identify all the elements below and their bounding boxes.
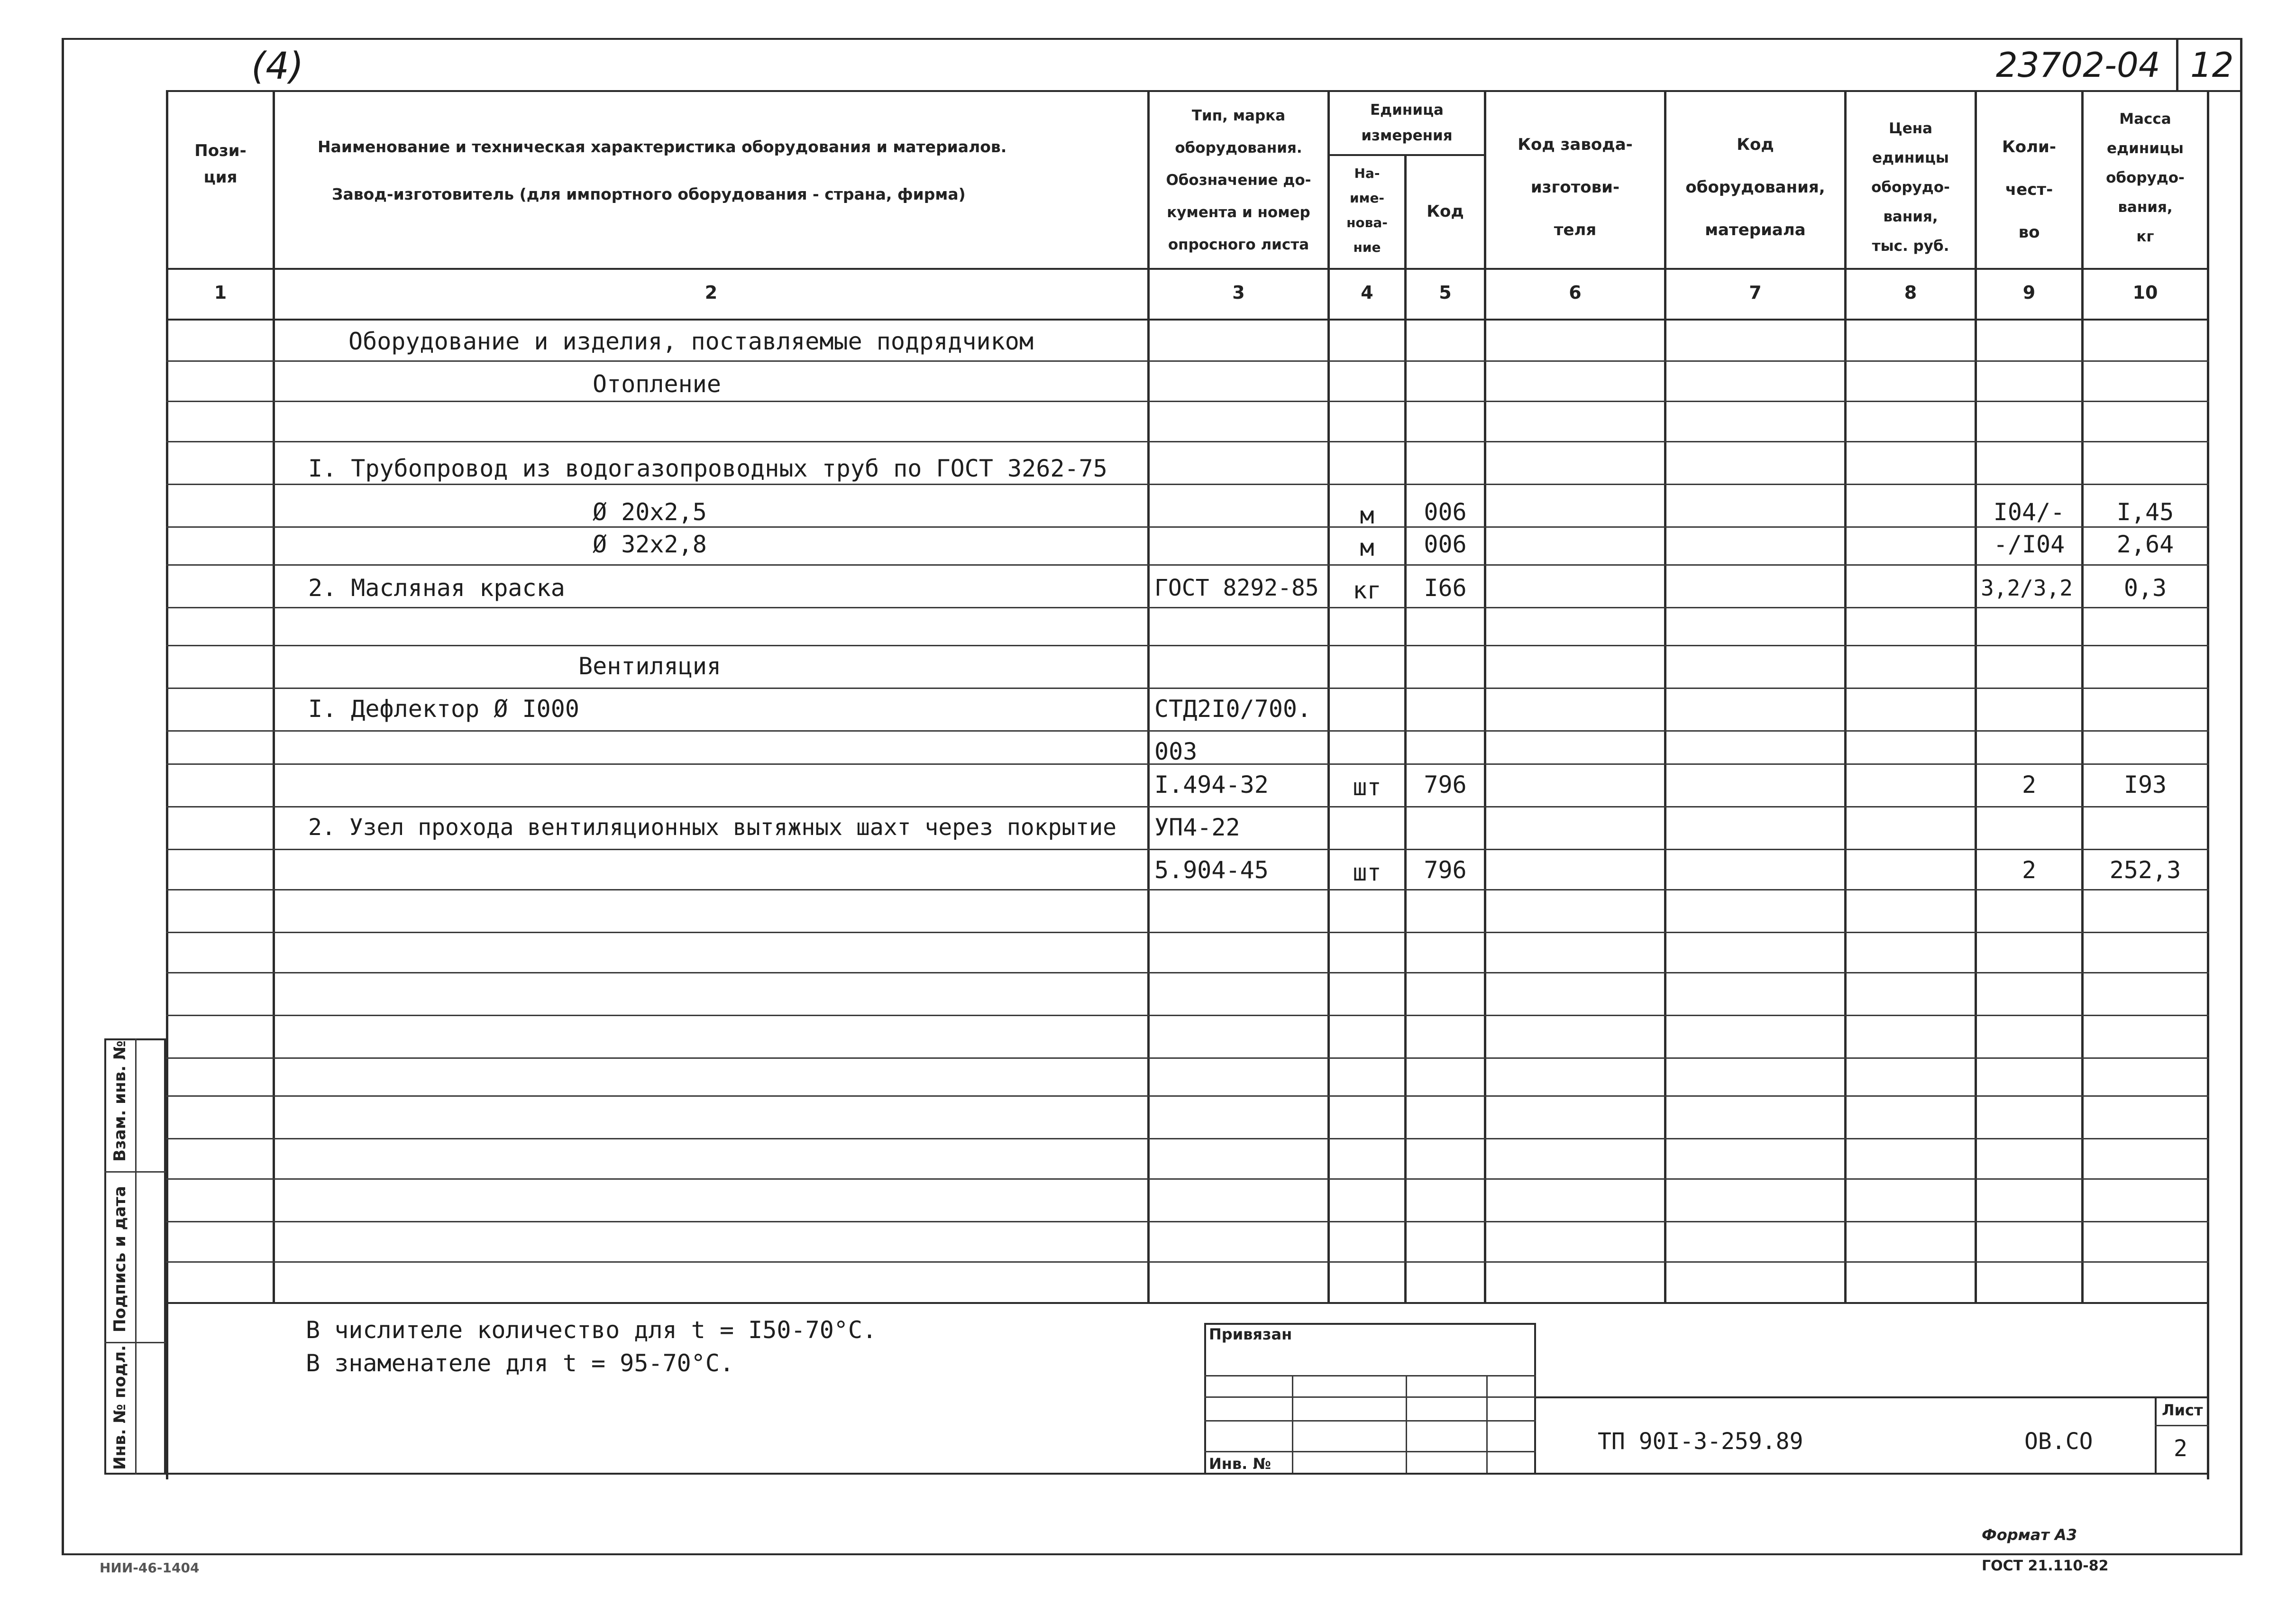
- footer-format: Формат А3: [1982, 1526, 2077, 1544]
- row-9-type: 003: [1154, 738, 1198, 765]
- header-col3: Тип, марка оборудования. Обозначение до- кумента и номер опросного листа: [1166, 107, 1311, 253]
- row-12-unit: шт: [1353, 859, 1381, 886]
- sheet-box-divider: [2176, 38, 2178, 90]
- stamp-privyazan-label: Привязан: [1209, 1325, 1292, 1343]
- stamp-list-number: 2: [2174, 1435, 2187, 1462]
- row-8-type: СТД2I0/700.: [1154, 695, 1312, 723]
- row-rule: [166, 1261, 2209, 1263]
- stamp-code: ОВ.СО: [2024, 1428, 2093, 1455]
- row-rule: [166, 889, 2209, 890]
- col-num-1: 1: [214, 282, 227, 303]
- row-11-type: УП4-22: [1154, 814, 1240, 841]
- header-col7: Код оборудования, материала: [1685, 135, 1825, 239]
- header-col2-line1: Наименование и техническая характеристика оборудования и материалов.: [318, 138, 1007, 156]
- row-4-qty: I04/-: [1993, 498, 2065, 526]
- row-12-code: 796: [1424, 856, 1467, 884]
- row-12-type: 5.904-45: [1154, 856, 1269, 884]
- col-line-1: [273, 90, 275, 1304]
- corner-mark: (4): [251, 45, 304, 88]
- row-6-code: I66: [1424, 574, 1467, 602]
- row-rule: [166, 849, 2209, 850]
- row-10-type: I.494-32: [1154, 771, 1269, 798]
- row-rule: [166, 932, 2209, 933]
- row-5-mass: 2,64: [2116, 531, 2174, 558]
- side-margin-h1: [104, 1171, 166, 1173]
- row-12-mass: 252,3: [2109, 856, 2181, 884]
- row-rule: [166, 1178, 2209, 1180]
- header-unit-group: Единица измерения: [1361, 101, 1453, 144]
- row-7-name: Вентиляция: [578, 652, 722, 680]
- stamp-list-divider: [2155, 1425, 2209, 1426]
- note-line-1: В числителе количество для t = I50-70°С.: [306, 1316, 877, 1344]
- col-line-5: [1484, 90, 1486, 1304]
- stamp-list-label: Лист: [2162, 1401, 2203, 1419]
- col-num-10: 10: [2132, 282, 2158, 303]
- row-2-name: Отопление: [593, 370, 721, 398]
- col-num-3: 3: [1232, 282, 1245, 303]
- header-col5: Код: [1427, 202, 1464, 221]
- col-num-9: 9: [2022, 282, 2036, 303]
- row-10-code: 796: [1424, 771, 1467, 798]
- frame-top: [62, 38, 2242, 40]
- numbers-bottom: [166, 319, 2209, 321]
- row-rule: [166, 730, 2209, 732]
- row-rule: [166, 1138, 2209, 1139]
- row-rule: [166, 645, 2209, 646]
- col-line-7: [1844, 90, 1847, 1304]
- row-rule: [166, 564, 2209, 566]
- row-rule: [166, 607, 2209, 608]
- row-rule: [166, 1015, 2209, 1016]
- stamp-designation: ТП 90I-3-259.89: [1598, 1428, 1803, 1455]
- stamp-v-1: [1292, 1375, 1293, 1475]
- row-4-code: 006: [1424, 498, 1467, 526]
- header-bottom: [166, 268, 2209, 270]
- row-11-name: 2. Узел прохода вентиляционных вытяжных шахт через покрытие: [308, 814, 1117, 841]
- row-8-name: I. Дефлектор Ø I000: [308, 695, 579, 723]
- header-col8: Цена единицы оборудо- вания, тыс. руб.: [1871, 120, 1950, 255]
- side-margin-h2: [104, 1342, 166, 1343]
- row-rule: [166, 1095, 2209, 1097]
- unit-group-line: [1327, 154, 1484, 156]
- row-6-type: ГОСТ 8292-85: [1154, 575, 1319, 601]
- row-rule: [166, 1057, 2209, 1059]
- row-6-mass: 0,3: [2123, 574, 2167, 602]
- row-5-code: 006: [1424, 531, 1467, 558]
- row-6-qty: 3,2/3,2: [1981, 575, 2073, 601]
- header-col10: Масса единицы оборудо- вания, кг: [2106, 110, 2185, 245]
- row-rule: [166, 1221, 2209, 1222]
- row-rule: [166, 484, 2209, 485]
- col-line-9: [2081, 90, 2084, 1304]
- title-block-top: [1536, 1396, 2209, 1398]
- side-margin-inner: [135, 1038, 137, 1475]
- row-12-qty: 2: [2022, 856, 2037, 884]
- col-line-2: [1147, 90, 1150, 1304]
- stamp-inv-label: Инв. №: [1209, 1455, 1271, 1473]
- title-block-bottom: [166, 1473, 2209, 1475]
- stamp-v-3: [1486, 1375, 1488, 1475]
- row-5-qty: -/I04: [1993, 531, 2065, 558]
- row-6-name: 2. Масляная краска: [308, 574, 565, 602]
- frame-right: [2240, 38, 2242, 1555]
- col-line-6: [1664, 90, 1666, 1304]
- frame-left: [62, 38, 64, 1555]
- side-label-vzam: Взам. инв. №: [110, 1040, 129, 1162]
- header-col4: На- име- нова- ние: [1346, 165, 1388, 255]
- header-col6: Код завода- изготови- теля: [1518, 135, 1633, 239]
- sheet-number: 12: [2190, 45, 2234, 85]
- row-5-name: Ø 32х2,8: [593, 531, 707, 558]
- row-5-unit: м: [1360, 534, 1374, 561]
- row-10-mass: I93: [2123, 771, 2167, 798]
- row-1-name: Оборудование и изделия, поставляемые подрядчиком: [348, 328, 1034, 355]
- col-line-8: [1975, 90, 1977, 1304]
- row-3-name: I. Трубопровод из водогазопроводных труб по ГОСТ 3262-75: [308, 455, 1107, 482]
- col-num-6: 6: [1569, 282, 1582, 303]
- col-num-8: 8: [1904, 282, 1917, 303]
- footer-gost: ГОСТ 21.110-82: [1982, 1558, 2109, 1574]
- header-col1: Пози- ция: [194, 141, 247, 187]
- row-10-unit: шт: [1353, 773, 1381, 801]
- col-num-4: 4: [1361, 282, 1373, 303]
- footer-bottom-left: НИИ-46-1404: [100, 1560, 200, 1576]
- row-rule: [166, 806, 2209, 807]
- doc-number: 23702-04: [1996, 45, 2160, 85]
- row-4-name: Ø 20х2,5: [593, 498, 707, 526]
- note-line-2: В знаменателе для t = 95-70°С.: [306, 1349, 734, 1377]
- row-rule: [166, 688, 2209, 689]
- row-6-unit: кг: [1353, 577, 1381, 604]
- col-num-5: 5: [1439, 282, 1452, 303]
- row-rule: [166, 972, 2209, 973]
- header-col9: Коли- чест- во: [2002, 138, 2056, 242]
- frame-bottom: [62, 1553, 2242, 1555]
- table-bottom: [166, 1302, 2209, 1304]
- col-line-10: [2207, 90, 2209, 1479]
- row-rule: [166, 526, 2209, 528]
- col-line-3: [1327, 90, 1330, 1304]
- row-rule: [166, 441, 2209, 442]
- col-line-4: [1404, 154, 1407, 1304]
- side-label-inv-podl: Инв. № подл.: [110, 1345, 129, 1470]
- row-4-unit: м: [1360, 502, 1374, 529]
- header-col2-line2: Завод-изготовитель (для импортного оборудования - страна, фирма): [332, 185, 966, 203]
- header-top: [166, 90, 2240, 92]
- col-num-2: 2: [704, 282, 718, 303]
- row-4-mass: I,45: [2116, 498, 2174, 526]
- row-rule: [166, 401, 2209, 402]
- row-rule: [166, 360, 2209, 362]
- row-10-qty: 2: [2022, 771, 2037, 798]
- stamp-v-2: [1406, 1375, 1407, 1475]
- col-num-7: 7: [1749, 282, 1762, 303]
- side-label-podpis: Подпись и дата: [110, 1186, 129, 1332]
